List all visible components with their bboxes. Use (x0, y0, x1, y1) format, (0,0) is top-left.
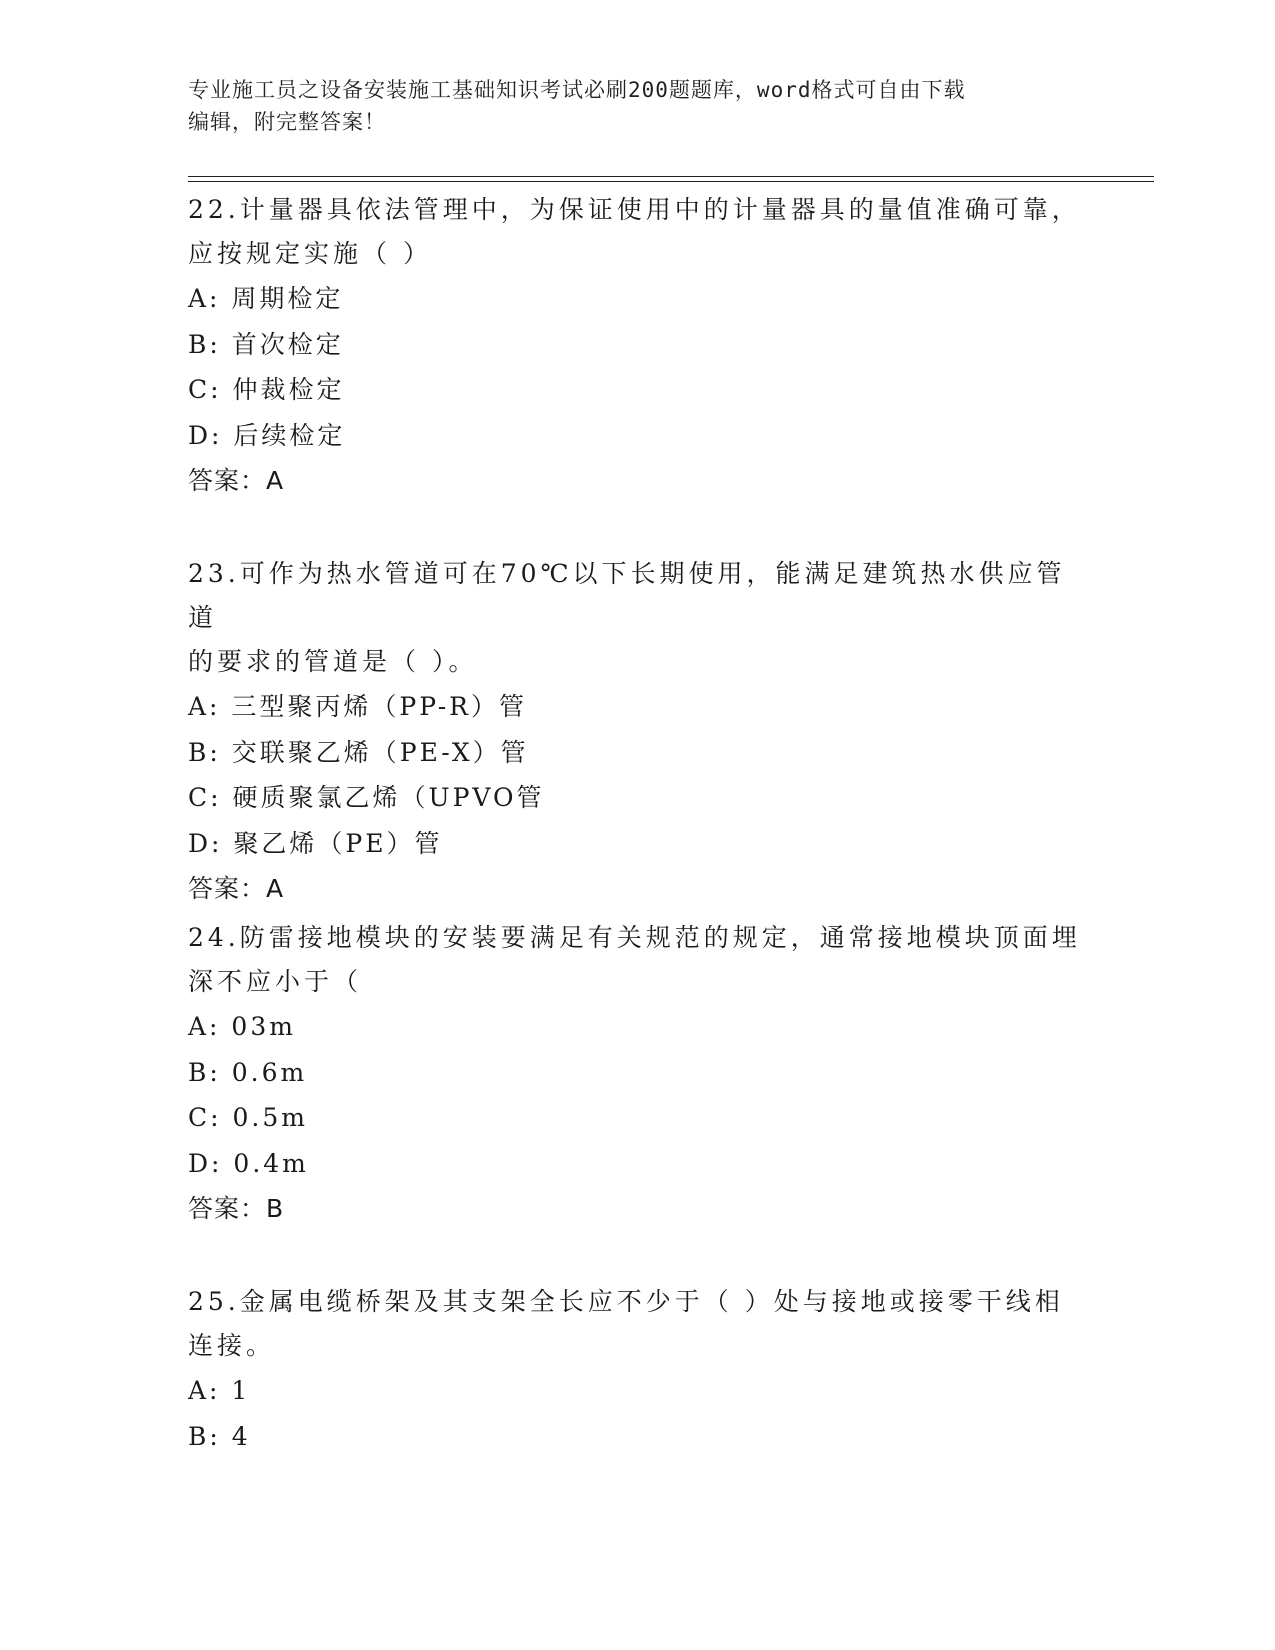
option-c: C: 仲裁检定 (188, 375, 345, 404)
question-text-line-1: 24.防雷接地模块的安装要满足有关规范的规定，通常接地模块顶面埋 (188, 923, 1081, 952)
option-b: B: 首次检定 (188, 329, 344, 359)
question-25 (188, 1280, 1088, 1459)
question-23 (188, 552, 1088, 912)
option-b: B: 0.6m (188, 1057, 308, 1087)
question-24 (188, 916, 1088, 1232)
question-text-line-2: 深不应小于（ (188, 967, 363, 996)
option-a: A: 周期检定 (188, 284, 344, 313)
question-22 (188, 188, 1088, 504)
option-a: A: 03m (188, 1012, 296, 1041)
option-d: D: 0.4m (188, 1148, 309, 1178)
option-b: B: 4 (188, 1421, 251, 1451)
option-a: A: 1 (188, 1376, 251, 1405)
header-line-1: 专业施工员之设备安装施工基础知识考试必刷200题题库，word格式可自由下载 (188, 78, 966, 102)
option-c: C: 0.5m (188, 1103, 308, 1132)
question-text-line-2: 连接。 (188, 1331, 276, 1360)
answer: 答案：A (188, 466, 285, 495)
answer: 答案：A (188, 874, 285, 903)
option-d: D: 后续检定 (188, 420, 346, 450)
question-text-line-2: 应按规定实施（ ） (188, 239, 432, 268)
header-divider-bottom (188, 181, 1154, 182)
question-text-line-1: 22.计量器具依法管理中，为保证使用中的计量器具的量值准确可靠， (188, 195, 1081, 224)
option-d: D: 聚乙烯（PE）管 (188, 828, 443, 858)
header-line-2: 编辑，附完整答案！ (188, 110, 386, 134)
option-a: A: 三型聚丙烯（PP-R）管 (188, 692, 527, 721)
question-text-line-2: 的要求的管道是（ ）。 (188, 647, 478, 676)
answer: 答案：B (188, 1194, 285, 1223)
header-divider-top (188, 176, 1154, 177)
option-b: B: 交联聚乙烯（PE-X）管 (188, 737, 529, 767)
question-text-line-1: 25.金属电缆桥架及其支架全长应不少于（ ）处与接地或接零干线相 (188, 1287, 1064, 1316)
document-header (188, 74, 1078, 138)
option-c: C: 硬质聚氯乙烯（UPVO管 (188, 783, 545, 812)
question-text-line-1: 23.可作为热水管道可在70℃以下长期使用，能满足建筑热水供应管道 (188, 559, 1066, 632)
